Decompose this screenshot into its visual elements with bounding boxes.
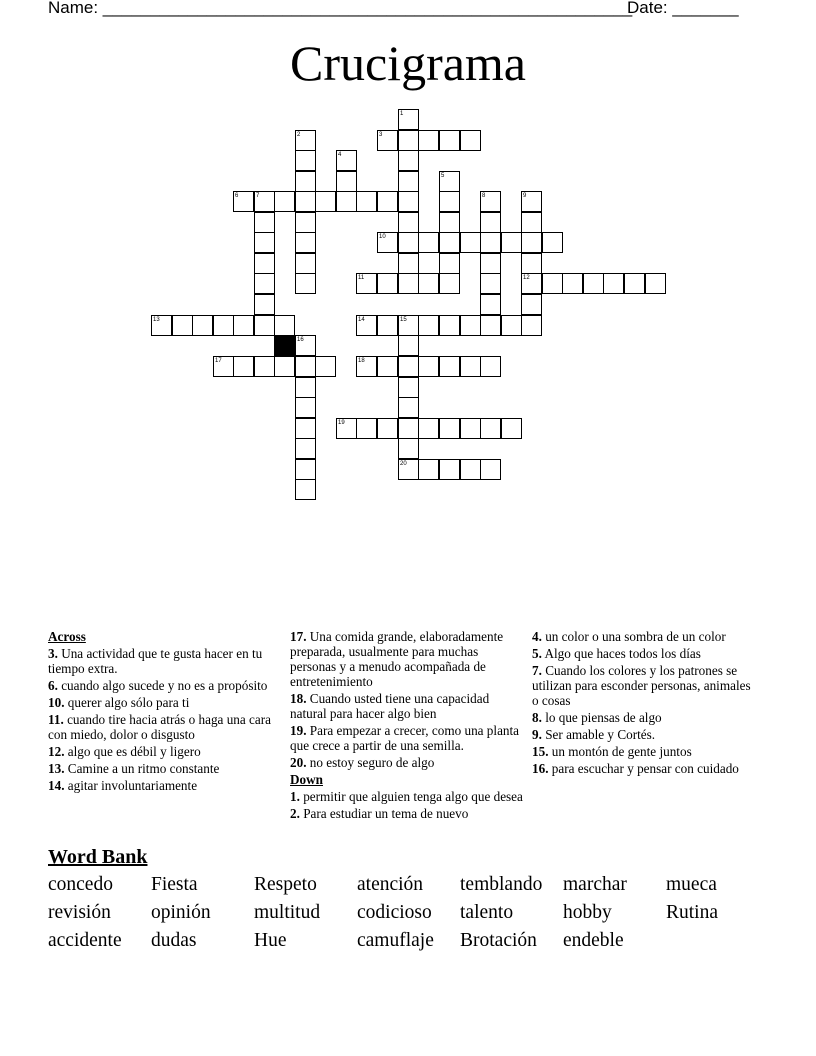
clue-number: 10.	[48, 695, 65, 710]
clue-text: Para empezar a crecer, como una planta que crece a partir de una semilla.	[290, 723, 520, 753]
grid-cell[interactable]	[521, 315, 542, 336]
clue	[48, 712, 273, 742]
clue	[290, 755, 526, 770]
word-bank-item: multitud	[254, 902, 321, 923]
word-bank-item: talento	[460, 902, 514, 923]
clue-text: algo que es débil y ligero	[64, 744, 201, 759]
clue-text: Ser amable y Cortés.	[541, 727, 656, 742]
grid-cell[interactable]	[254, 356, 275, 377]
clues-column-2	[290, 629, 526, 823]
clue-text: Una comida grande, elaboradamente preparada, usualmente para muchas personas y a menudo acompañada de entretenimiento	[290, 629, 504, 689]
grid-cell[interactable]	[398, 232, 419, 253]
cell-number: 5	[441, 173, 445, 179]
grid-cell-blocked	[274, 335, 295, 356]
grid-cell[interactable]	[295, 191, 316, 212]
cell-number: 6	[235, 193, 239, 199]
grid-cell[interactable]	[624, 273, 645, 294]
grid-cell[interactable]	[521, 253, 542, 274]
grid-cell[interactable]	[295, 171, 316, 192]
clue-number: 9.	[532, 727, 542, 742]
clue-text: lo que piensas de algo	[541, 710, 662, 725]
grid-cell[interactable]	[521, 212, 542, 233]
word-bank-item: revisión	[48, 902, 111, 923]
cell-number: 17	[215, 358, 222, 364]
cell-number: 19	[338, 420, 345, 426]
grid-cell[interactable]	[295, 479, 316, 500]
grid-cell[interactable]	[295, 273, 316, 294]
grid-cell[interactable]	[418, 130, 439, 151]
clue	[48, 744, 273, 759]
word-bank-title: Word Bank	[48, 846, 148, 868]
clue-number: 17.	[290, 629, 307, 644]
clue-number: 19.	[290, 723, 307, 738]
grid-cell[interactable]	[460, 315, 481, 336]
grid-cell[interactable]	[439, 232, 460, 253]
word-bank-item: Fiesta	[151, 874, 198, 895]
grid-cell[interactable]	[213, 315, 234, 336]
grid-cell[interactable]	[233, 356, 254, 377]
across-heading: Across	[48, 629, 86, 644]
grid-cell[interactable]	[254, 315, 275, 336]
grid-cell[interactable]	[254, 232, 275, 253]
word-bank-item: Hue	[254, 930, 287, 951]
clue-text: Cuando los colores y los patrones se utilizan para esconder personas, animales o cosas	[532, 663, 751, 708]
grid-cell[interactable]	[562, 273, 583, 294]
clue	[290, 691, 526, 721]
grid-cell[interactable]	[274, 356, 295, 377]
grid-cell[interactable]	[501, 418, 522, 439]
clue	[290, 806, 526, 821]
word-bank-item: accidente	[48, 930, 122, 951]
cell-number: 20	[400, 461, 407, 467]
clue	[532, 761, 752, 776]
clue	[532, 663, 752, 708]
grid-cell[interactable]	[398, 356, 419, 377]
grid-cell[interactable]	[254, 273, 275, 294]
clue-number: 20.	[290, 755, 307, 770]
clue-number: 7.	[532, 663, 542, 678]
grid-cell[interactable]	[398, 273, 419, 294]
grid-cell[interactable]	[356, 191, 377, 212]
grid-cell[interactable]	[418, 273, 439, 294]
grid-cell[interactable]	[439, 356, 460, 377]
grid-cell[interactable]	[460, 232, 481, 253]
grid-cell[interactable]	[254, 212, 275, 233]
cell-number: 15	[400, 317, 407, 323]
cell-number: 1	[400, 111, 404, 117]
clues-column-1	[48, 629, 273, 795]
grid-cell[interactable]	[603, 273, 624, 294]
clue-number: 2.	[290, 806, 300, 821]
grid-cell[interactable]	[398, 171, 419, 192]
grid-cell[interactable]	[480, 356, 501, 377]
clue	[532, 710, 752, 725]
grid-cell[interactable]	[254, 253, 275, 274]
grid-cell[interactable]	[398, 335, 419, 356]
grid-cell[interactable]	[295, 356, 316, 377]
clue	[48, 678, 273, 693]
clue-number: 14.	[48, 778, 65, 793]
grid-cell[interactable]	[521, 294, 542, 315]
across-clue-list-cont	[290, 629, 526, 770]
grid-cell[interactable]	[418, 315, 439, 336]
grid-cell[interactable]	[398, 150, 419, 171]
grid-cell[interactable]	[418, 459, 439, 480]
clue-text: un montón de gente juntos	[548, 744, 692, 759]
word-bank-item: Respeto	[254, 874, 317, 895]
word-bank-item: temblando	[460, 874, 543, 895]
grid-cell[interactable]	[274, 315, 295, 336]
grid-cell[interactable]	[460, 130, 481, 151]
grid-cell[interactable]	[480, 253, 501, 274]
clue-number: 6.	[48, 678, 58, 693]
grid-cell[interactable]	[418, 232, 439, 253]
word-bank	[48, 874, 769, 958]
cell-number: 8	[482, 193, 486, 199]
grid-cell[interactable]	[295, 232, 316, 253]
date-field-label: Date: _______	[627, 0, 739, 17]
grid-cell[interactable]	[398, 397, 419, 418]
grid-cell[interactable]	[480, 273, 501, 294]
grid-cell[interactable]	[480, 459, 501, 480]
cell-number: 10	[379, 234, 386, 240]
clue-number: 3.	[48, 646, 58, 661]
clue-text: permitir que alguien tenga algo que desea	[299, 789, 523, 804]
clue-text: para escuchar y pensar con cuidado	[548, 761, 739, 776]
grid-cell[interactable]	[398, 212, 419, 233]
clue-text: no estoy seguro de algo	[306, 755, 435, 770]
grid-cell[interactable]	[542, 232, 563, 253]
grid-cell[interactable]	[583, 273, 604, 294]
grid-cell[interactable]	[480, 315, 501, 336]
grid-cell[interactable]	[356, 418, 377, 439]
grid-cell[interactable]	[336, 191, 357, 212]
grid-cell[interactable]	[439, 191, 460, 212]
grid-cell[interactable]	[295, 459, 316, 480]
cell-number: 18	[358, 358, 365, 364]
clue-number: 5.	[532, 646, 542, 661]
clue-number: 16.	[532, 761, 549, 776]
down-heading: Down	[290, 772, 323, 787]
clue-number: 1.	[290, 789, 300, 804]
clue-text: Camine a un ritmo constante	[64, 761, 220, 776]
name-field-label: Name: ________________________________________________________	[48, 0, 633, 17]
grid-cell[interactable]	[377, 356, 398, 377]
clue-text: Una actividad que te gusta hacer en tu tiempo extra.	[48, 646, 263, 676]
grid-cell[interactable]	[439, 273, 460, 294]
word-bank-item: marchar	[563, 874, 627, 895]
word-bank-item: dudas	[151, 930, 197, 951]
grid-cell[interactable]	[254, 294, 275, 315]
clue-text: agitar involuntariamente	[64, 778, 198, 793]
clue	[290, 723, 526, 753]
cell-number: 14	[358, 317, 365, 323]
grid-cell[interactable]	[295, 438, 316, 459]
clue-text: un color o una sombra de un color	[541, 629, 726, 644]
down-clue-list	[290, 789, 526, 821]
grid-cell[interactable]	[460, 459, 481, 480]
grid-cell[interactable]	[377, 191, 398, 212]
grid-cell[interactable]	[521, 232, 542, 253]
cell-number: 4	[338, 152, 342, 158]
grid-cell[interactable]	[172, 315, 193, 336]
clue-text: cuando algo sucede y no es a propósito	[57, 678, 268, 693]
clue	[48, 761, 273, 776]
grid-cell[interactable]	[398, 130, 419, 151]
grid-cell[interactable]	[542, 273, 563, 294]
down-clue-list-cont	[532, 629, 752, 776]
clue-text: Cuando usted tiene una capacidad natural para hacer algo bien	[290, 691, 490, 721]
clue	[532, 744, 752, 759]
grid-cell[interactable]	[398, 438, 419, 459]
grid-cell[interactable]	[295, 212, 316, 233]
cell-number: 16	[297, 337, 304, 343]
clue	[290, 629, 526, 689]
word-bank-item: endeble	[563, 930, 624, 951]
clue-number: 13.	[48, 761, 65, 776]
clue	[532, 646, 752, 661]
grid-cell[interactable]	[315, 356, 336, 377]
grid-cell[interactable]	[295, 397, 316, 418]
clue	[48, 778, 273, 793]
word-bank-item: opinión	[151, 902, 211, 923]
word-bank-item: Rutina	[666, 902, 718, 923]
across-clue-list	[48, 646, 273, 793]
clues-column-3	[532, 629, 752, 778]
clue-text: Algo que haces todos los días	[541, 646, 701, 661]
grid-cell[interactable]	[192, 315, 213, 336]
grid-cell[interactable]	[398, 253, 419, 274]
clue	[48, 695, 273, 710]
cell-number: 11	[358, 275, 365, 281]
grid-cell[interactable]	[295, 418, 316, 439]
grid-cell[interactable]	[439, 253, 460, 274]
clue-number: 12.	[48, 744, 65, 759]
grid-cell[interactable]	[398, 418, 419, 439]
clue	[290, 789, 526, 804]
page-title: Crucigrama	[289, 35, 526, 91]
clue-text: querer algo sólo para ti	[64, 695, 190, 710]
grid-cell[interactable]	[439, 315, 460, 336]
cell-number: 7	[256, 193, 260, 199]
clue-text: Para estudiar un tema de nuevo	[299, 806, 469, 821]
grid-cell[interactable]	[439, 212, 460, 233]
clue-number: 15.	[532, 744, 549, 759]
grid-cell[interactable]	[315, 191, 336, 212]
clue	[532, 629, 752, 644]
word-bank-item: atención	[357, 874, 424, 895]
grid-cell[interactable]	[480, 294, 501, 315]
clue	[48, 646, 273, 676]
grid-cell[interactable]	[460, 356, 481, 377]
clue	[532, 727, 752, 742]
grid-cell[interactable]	[439, 418, 460, 439]
grid-cell[interactable]	[645, 273, 666, 294]
grid-cell[interactable]	[398, 377, 419, 398]
grid-cell[interactable]	[480, 232, 501, 253]
grid-cell[interactable]	[480, 418, 501, 439]
grid-cell[interactable]	[377, 418, 398, 439]
word-bank-item: concedo	[48, 874, 113, 895]
word-bank-item: camuflaje	[357, 930, 434, 951]
clue-number: 4.	[532, 629, 542, 644]
cell-number: 13	[153, 317, 160, 323]
grid-cell[interactable]	[336, 171, 357, 192]
grid-cell[interactable]	[480, 212, 501, 233]
grid-cell[interactable]	[439, 130, 460, 151]
cell-number: 2	[297, 132, 301, 138]
clue-number: 8.	[532, 710, 542, 725]
grid-cell[interactable]	[274, 191, 295, 212]
grid-cell[interactable]	[398, 191, 419, 212]
grid-cell[interactable]	[460, 418, 481, 439]
grid-cell[interactable]	[377, 315, 398, 336]
word-bank-item: Brotación	[460, 930, 537, 951]
grid-cell[interactable]	[233, 315, 254, 336]
grid-cell[interactable]	[377, 273, 398, 294]
grid-cell[interactable]	[418, 356, 439, 377]
grid-cell[interactable]	[295, 377, 316, 398]
word-bank-item: codicioso	[357, 902, 432, 923]
clue-number: 11.	[48, 712, 64, 727]
grid-cell[interactable]	[418, 418, 439, 439]
grid-cell[interactable]	[295, 253, 316, 274]
grid-cell[interactable]	[501, 315, 522, 336]
grid-cell[interactable]	[439, 459, 460, 480]
clue-number: 18.	[290, 691, 307, 706]
cell-number: 3	[379, 132, 383, 138]
grid-cell[interactable]	[295, 150, 316, 171]
cell-number: 9	[523, 193, 527, 199]
grid-cell[interactable]	[501, 232, 522, 253]
word-bank-item: hobby	[563, 902, 612, 923]
clue-text: cuando tire hacia atrás o haga una cara con miedo, dolor o disgusto	[48, 712, 271, 742]
cell-number: 12	[523, 275, 530, 281]
word-bank-item: mueca	[666, 874, 717, 895]
